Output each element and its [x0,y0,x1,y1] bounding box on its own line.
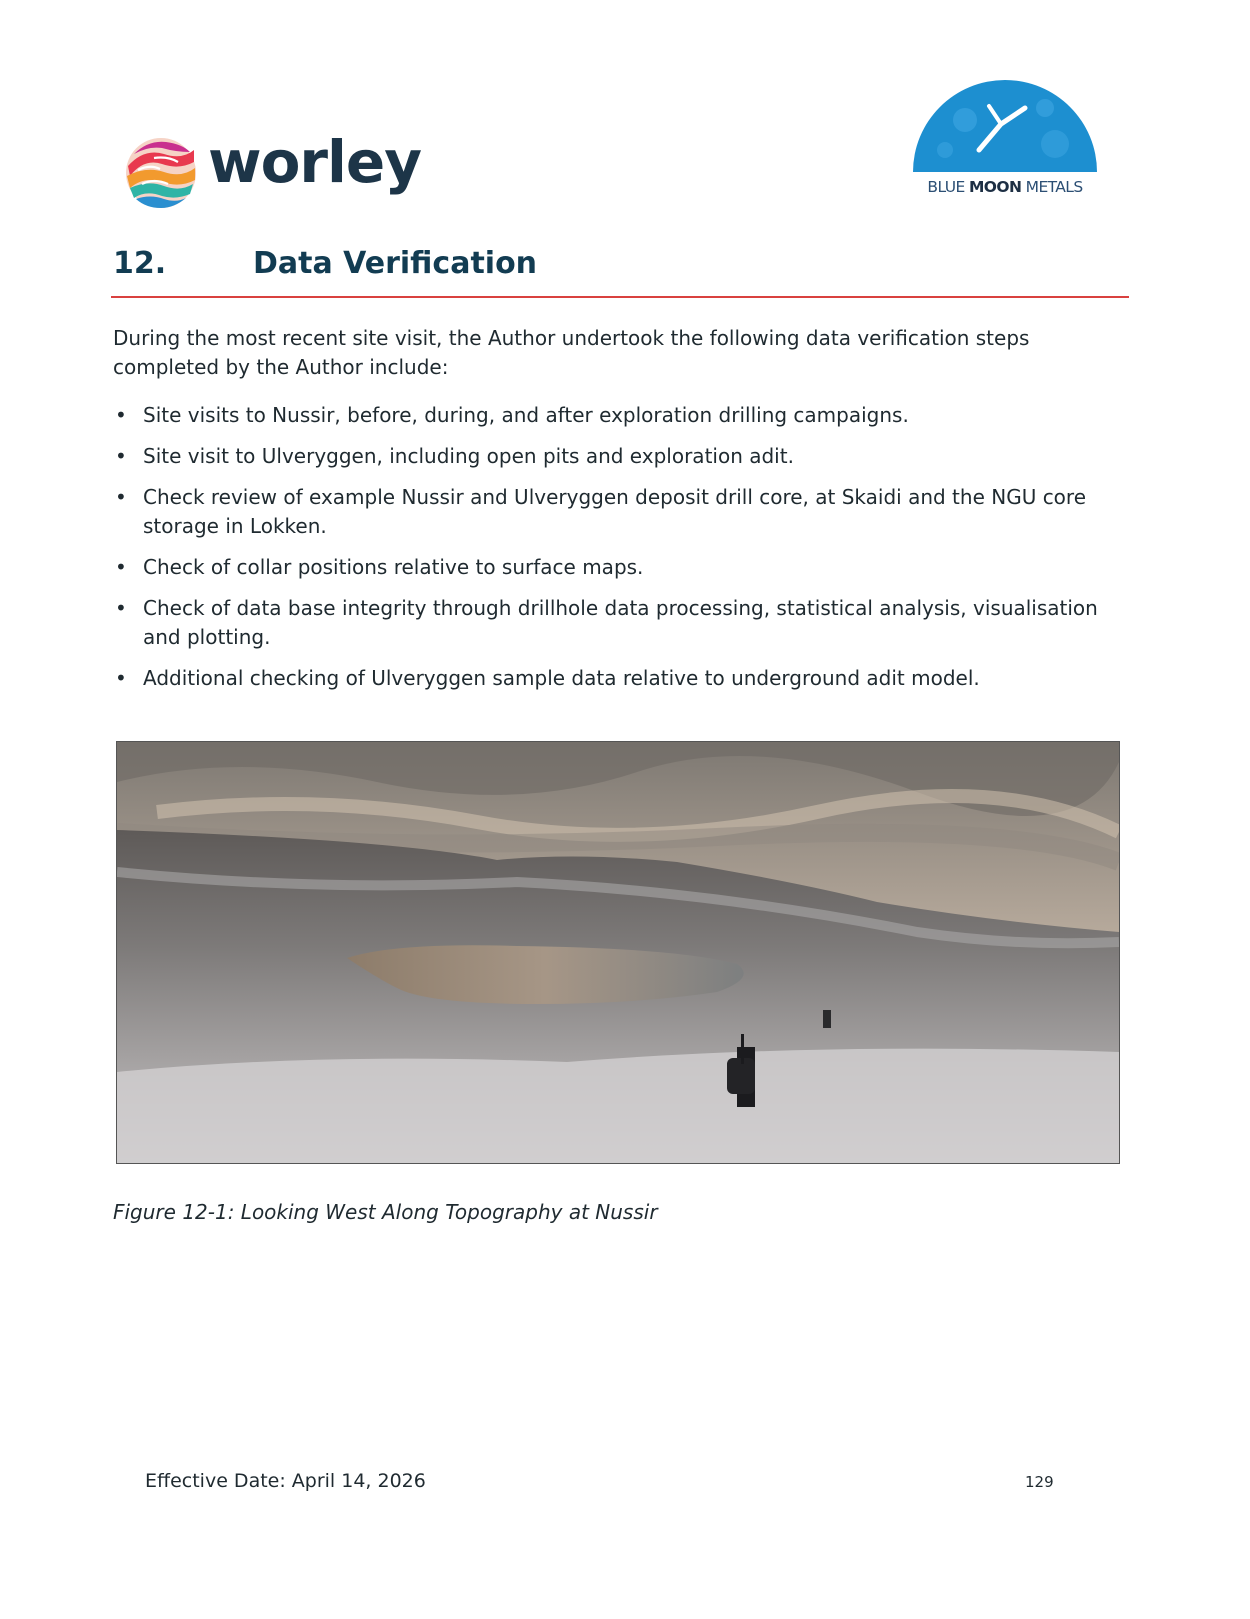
worley-globe-icon [124,136,198,210]
intro-paragraph: During the most recent site visit, the Author undertook the following data verification steps completed by the Author include: [113,326,1030,379]
bullet-icon: • [115,666,127,690]
list-item: • Additional checking of Ulveryggen sample data relative to underground adit model. [113,664,1125,693]
footer-effective-date: Effective Date: April 14, 2026 [145,1470,426,1492]
section-number: 12. [113,246,167,281]
blue-moon-metals-wordmark: BLUE MOON METALS [927,178,1083,196]
worley-wordmark: worley [208,128,422,196]
footer-page-number: 129 [1025,1473,1054,1491]
blue-moon-icon [905,78,1105,178]
bullet-icon: • [115,444,127,468]
bullet-icon: • [115,596,127,620]
figure-photo [116,741,1120,1164]
list-item: • Site visit to Ulveryggen, including open pits and exploration adit. [113,442,1125,471]
list-item: • Check of data base integrity through drillhole data processing, statistical analysis, visualisation and plotting. [115,596,1098,649]
bullet-icon: • [115,403,127,427]
section-title: Data Verification [253,246,538,281]
list-item: • Check of collar positions relative to surface maps. [113,553,1125,582]
landscape-photo-image [117,742,1119,1163]
list-item: • Check review of example Nussir and Ulveryggen deposit drill core, at Skaidi and the NGU core storage in Lokken. [115,485,1087,538]
bullet-icon: • [115,555,127,579]
figure-caption: Figure 12-1: Looking West Along Topography at Nussir [113,1200,658,1224]
verification-steps-list [113,401,1125,705]
blue-moon-metals-logo [905,78,1105,203]
list-item: • Site visits to Nussir, before, during, and after exploration drilling campaigns. [113,401,1125,430]
bullet-icon: • [115,485,127,509]
worley-logo [124,130,444,220]
heading-rule [111,296,1129,298]
